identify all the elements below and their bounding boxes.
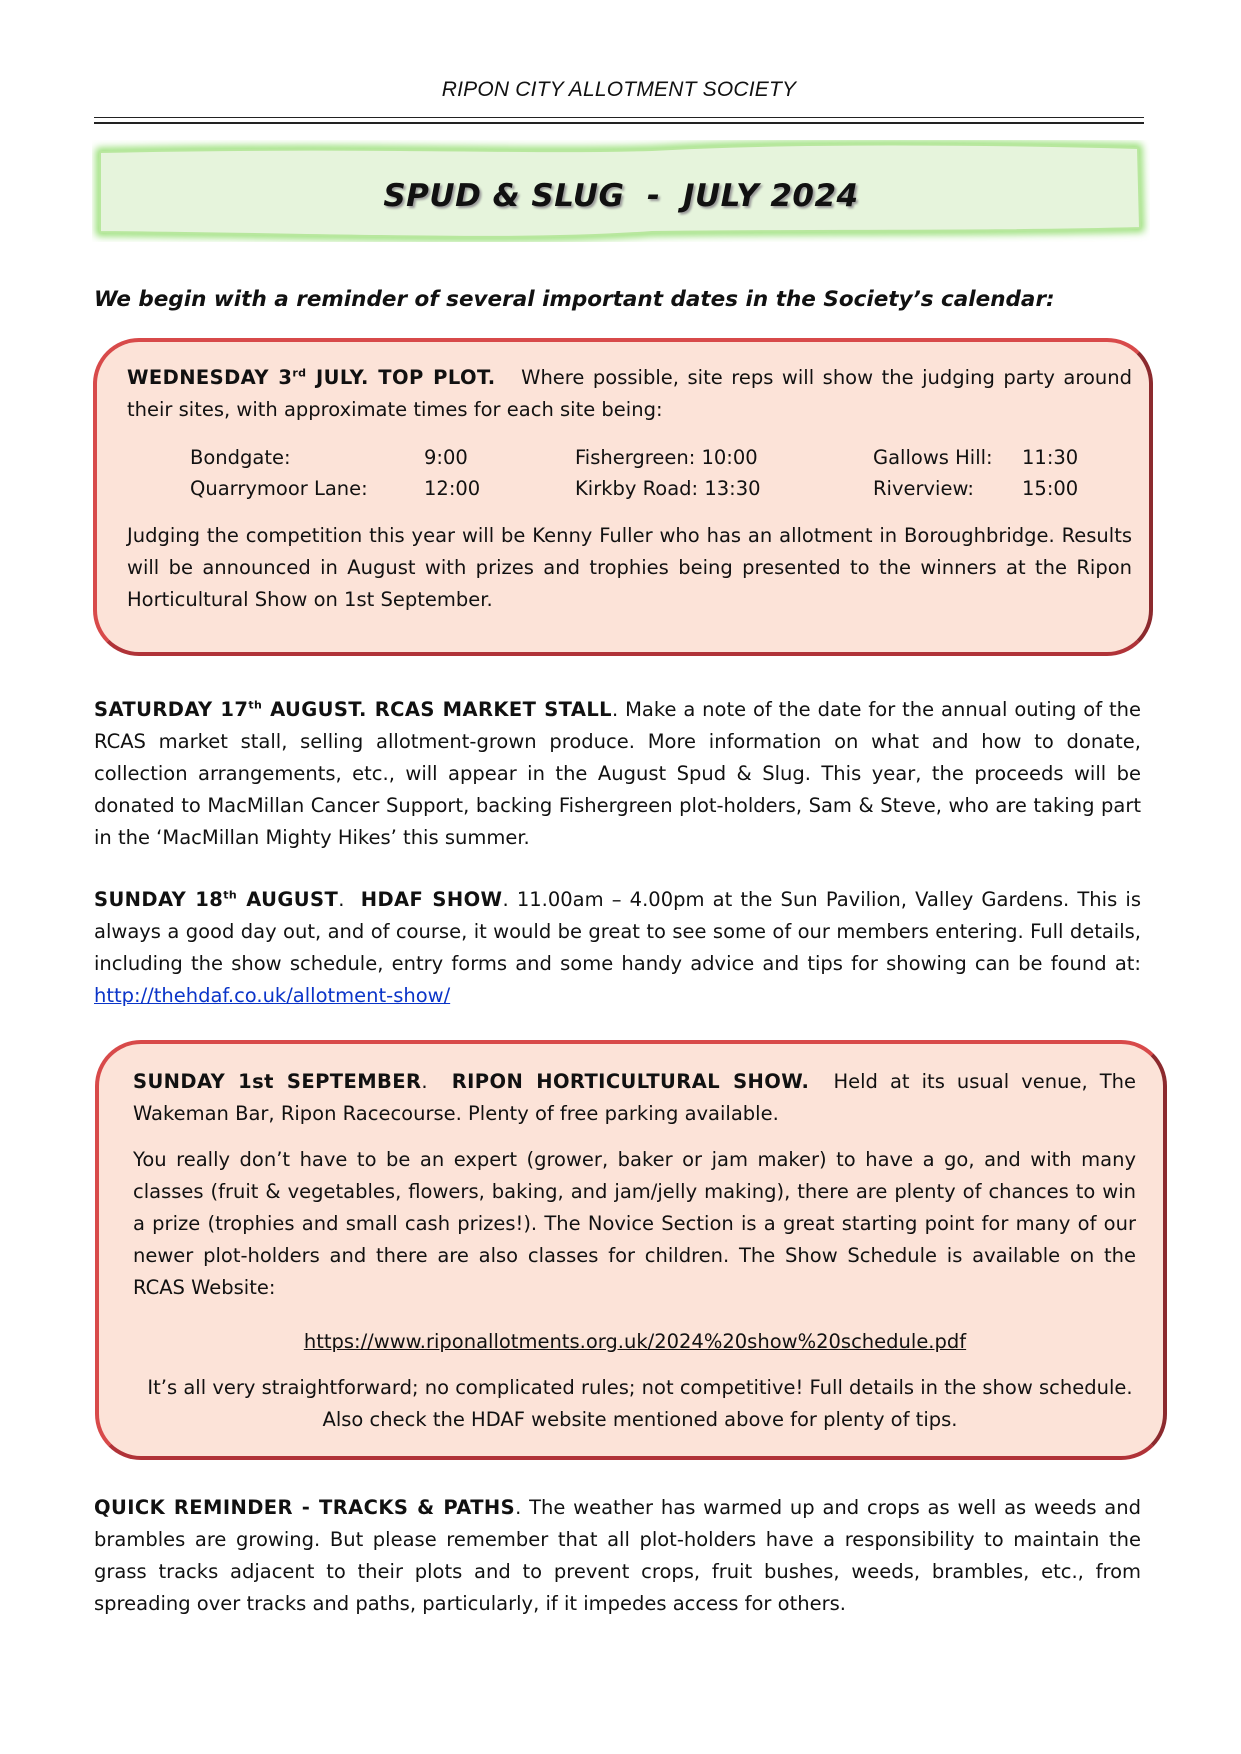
hdaf-link[interactable]: http://thehdaf.co.uk/allotment-show/: [94, 984, 451, 1007]
top-plot-judging: Judging the competition this year will be Kenny Fuller who has an allotment in Boroughbridge. Results will be announced in August with prizes and trophies being presented to the winners at the Ripon Horticultural Show on 1st September.: [127, 524, 1132, 611]
tracks-paragraph: QUICK REMINDER - TRACKS & PATHS. The weather has warmed up and crops as well as weeds and brambles are growing. But please remember that all plot-holders have a responsibility to maintain the grass tracks adjacent to their plots and to prevent crops, fruit bushes, weeds, brambles, etc., from spreading over tracks and paths, particularly, if it impedes access for others.: [94, 1496, 1141, 1615]
show-closing-paragraph: It’s all very straightforward; no complicated rules; not competitive! Full details in the show schedule. Also check the HDAF website mentioned above for plenty of tips.: [147, 1376, 1133, 1431]
top-plot-intro: WEDNESDAY 3rd JULY. TOP PLOT. Where possible, site reps will show the judging party around their sites, with approximate times for each site being:: [127, 366, 1133, 421]
site-bondgate: Bondgate:: [190, 446, 291, 469]
show-schedule-link[interactable]: https://www.riponallotments.org.uk/2024%20show%20schedule.pdf: [303, 1330, 967, 1353]
site-gallows-hill: Gallows Hill:: [873, 446, 993, 469]
site-kirkby-road: Kirkby Road: 13:30: [575, 477, 761, 500]
time-quarrymoor: 12:00: [424, 477, 481, 500]
site-fishergreen: Fishergreen: 10:00: [575, 446, 758, 469]
time-riverview: 15:00: [1022, 477, 1079, 500]
time-bondgate: 9:00: [424, 446, 468, 469]
site-quarrymoor: Quarrymoor Lane:: [190, 477, 368, 500]
show-body-paragraph: You really don’t have to be an expert (grower, baker or jam maker) to have a go, and with many classes (fruit & vegetables, flowers, baking, and jam/jelly making), there are plenty of chances to win a prize (trophies and small cash prizes!). The Novice Section is a great starting point for many of our newer plot-holders and there are also classes for children. The Show Schedule is available on the RCAS Website:: [133, 1148, 1136, 1299]
show-schedule-link-line: [115, 1330, 1155, 1353]
hdaf-paragraph: SUNDAY 18th AUGUST. HDAF SHOW. 11.00am – 4.00pm at the Sun Pavilion, Valley Gardens. This is always a good day out, and of course, it would be great to see some of our members entering. Full details, including the show schedule, entry forms and some handy advice and tips for showing can be found at: http://thehdaf.co.uk/allotment-show/: [94, 888, 1141, 1007]
market-stall-paragraph: SATURDAY 17th AUGUST. RCAS MARKET STALL. Make a note of the date for the annual outing of the RCAS market stall, selling allotment-grown produce. More information on what and how to donate, collection arrangements, etc., will appear in the August Spud & Slug. This year, the proceeds will be donated to MacMillan Cancer Support, backing Fishergreen plot-holders, Sam & Steve, who are taking part in the ‘MacMillan Mighty Hikes’ this summer.: [94, 698, 1141, 849]
show-heading-paragraph: SUNDAY 1st SEPTEMBER. RIPON HORTICULTURAL SHOW. Held at its usual venue, The Wakeman Bar, Ripon Racecourse. Plenty of free parking available.: [133, 1070, 1136, 1125]
intro-line: We begin with a reminder of several important dates in the Society’s calendar:: [94, 287, 1055, 312]
time-gallows-hill: 11:30: [1022, 446, 1079, 469]
header-rule-thick: [94, 122, 1144, 124]
header-rule-thin: [94, 117, 1144, 118]
newsletter-title: SPUD & SLUG - JULY 2024: [383, 178, 859, 214]
running-header: RIPON CITY ALLOTMENT SOCIETY: [441, 78, 797, 101]
title-banner: [92, 140, 1150, 242]
site-riverview: Riverview:: [873, 477, 974, 500]
